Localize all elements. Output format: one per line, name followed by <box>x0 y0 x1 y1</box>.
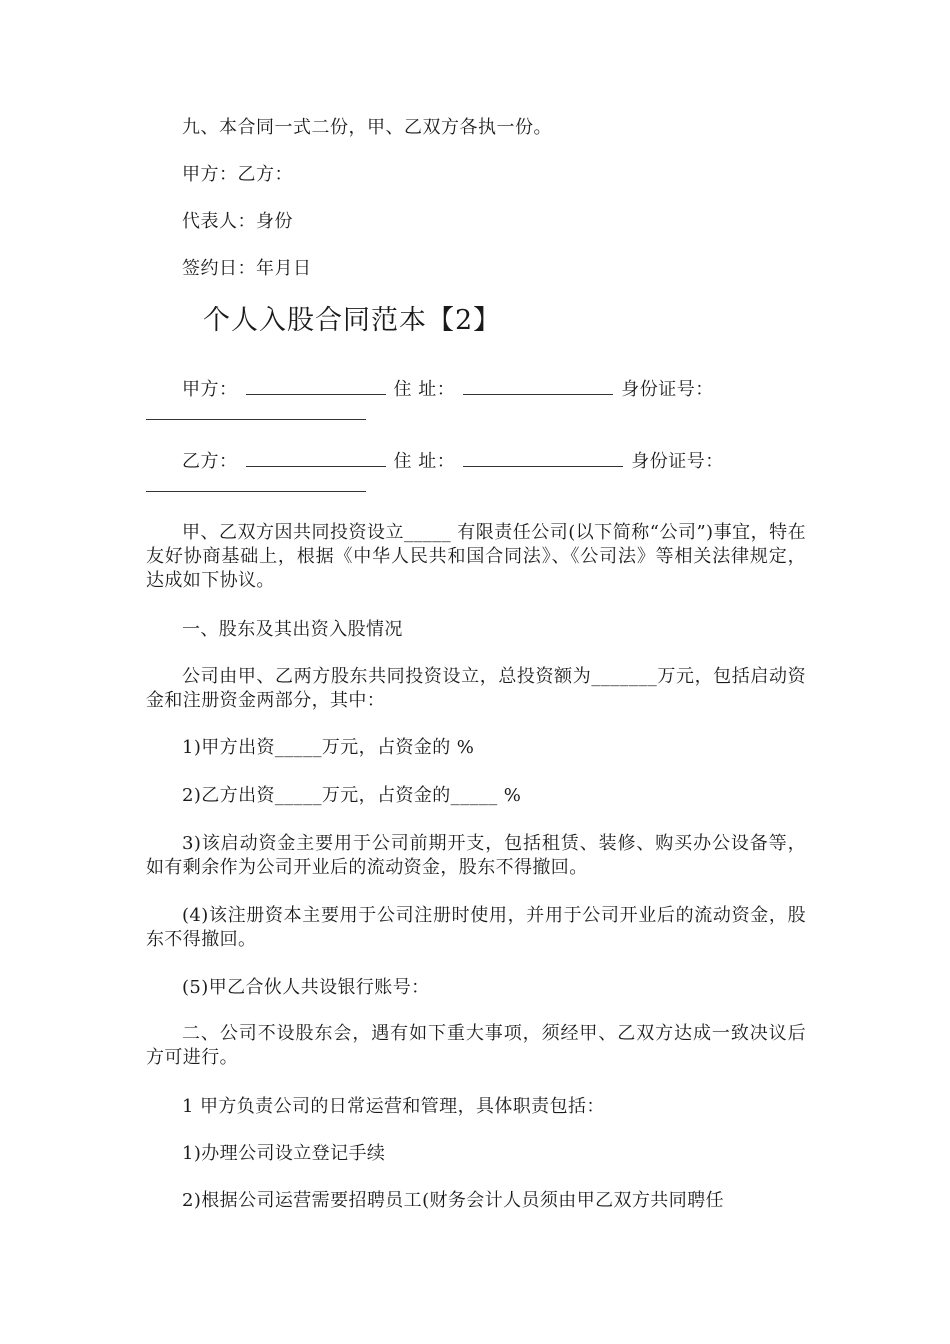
duty-intro: 1 甲方负责公司的日常运营和管理，具体职责包括： <box>182 1096 605 1117</box>
signature-parties-line: 甲方：乙方： <box>182 164 293 185</box>
party-a-name-blank <box>246 378 386 395</box>
party-b-id-label: 身份证号： <box>631 451 724 472</box>
item-one: 1)甲方出资_____万元，占资金的 % <box>182 737 475 758</box>
party-a-line <box>182 378 714 401</box>
representative-line: 代表人：身份 <box>182 211 293 232</box>
section-one-body: 公司由甲、乙两方股东共同投资设立，总投资额为_______万元，包括启动资金和注册资金两部分，其中： <box>146 666 806 711</box>
duty-two: 2)根据公司运营需要招聘员工(财务会计人员须由甲乙双方共同聘任 <box>182 1190 724 1211</box>
party-b-address-blank <box>463 450 623 467</box>
party-a-id-label: 身份证号： <box>621 379 714 400</box>
item-five: (5)甲乙合伙人共设银行账号： <box>182 977 430 998</box>
section-one-title: 一、股东及其出资入股情况 <box>182 619 403 640</box>
item-three: 3)该启动资金主要用于公司前期开支，包括租赁、装修、购买办公设备等，如有剩余作为公司开业后的流动资金，股东不得撤回。 <box>146 833 806 878</box>
party-b-line <box>182 450 724 473</box>
duty-one: 1)办理公司设立登记手续 <box>182 1143 386 1164</box>
party-a-label: 甲方： <box>182 379 238 400</box>
party-b-id-blank <box>146 491 366 492</box>
item-two: 2)乙方出资_____万元，占资金的_____ % <box>182 785 522 806</box>
party-a-address-label: 住 址： <box>393 379 456 400</box>
item-four: (4)该注册资本主要用于公司注册时使用，并用于公司开业后的流动资金，股东不得撤回。 <box>146 905 806 950</box>
section-two: 二、公司不设股东会，遇有如下重大事项，须经甲、乙双方达成一致决议后方可进行。 <box>146 1023 806 1068</box>
party-b-address-label: 住 址： <box>393 451 456 472</box>
party-a-address-blank <box>463 378 613 395</box>
intro-paragraph: 甲、乙双方因共同投资设立_____ 有限责任公司(以下简称“公司”)事宜，特在友好协商基础上，根据《中华人民共和国合同法》、《公司法》等相关法律规定，达成如下协议。 <box>146 522 806 591</box>
party-b-name-blank <box>246 450 386 467</box>
party-a-id-blank <box>146 419 366 420</box>
document-title: 个人入股合同范本【2】 <box>203 305 502 336</box>
signing-date-line: 签约日：年月日 <box>182 258 312 279</box>
clause-nine: 九、本合同一式二份，甲、乙双方各执一份。 <box>182 117 552 138</box>
party-b-label: 乙方： <box>182 451 238 472</box>
